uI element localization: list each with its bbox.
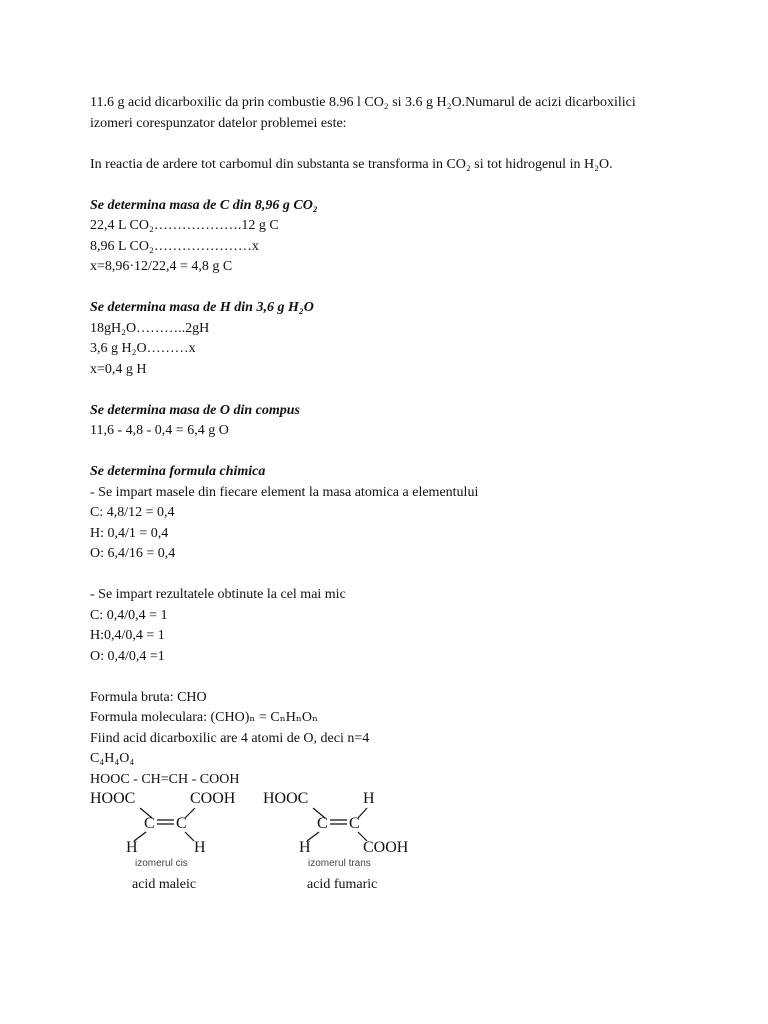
conclusion-line: C₄H₄O₄ (90, 751, 135, 766)
section-h-line: 3,6 g H₂O………x (90, 341, 196, 356)
cis-bottom-left-atom: H (126, 839, 138, 856)
section-h-heading: Se determina masa de H din 3,6 g H₂O (90, 300, 314, 315)
formula-line: - Se impart masele din fiecare element la masa atomica a elementului (90, 484, 479, 500)
intro-text: In reactia de ardere tot carbomul din substanta se transforma in CO₂ si tot hidrogenul in H₂O. (90, 156, 613, 172)
cis-bond (185, 832, 194, 841)
trans-isomer-structure (263, 786, 523, 896)
cis-isomer-label: izomerul cis (135, 858, 188, 869)
formula-line: C: 0,4/0,4 = 1 (90, 607, 168, 623)
trans-acid-name: acid fumaric (307, 877, 378, 892)
cis-top-left-group: HOOC (90, 790, 136, 807)
section-c-line: 8,96 L CO₂…………………x (90, 238, 259, 254)
isomer-structures (90, 786, 690, 896)
trans-top-right-atom: H (363, 790, 375, 807)
trans-carbon-right: C (349, 815, 360, 832)
trans-top-left-group: HOOC (263, 790, 309, 807)
formula-line: H: 0,4/1 = 0,4 (90, 525, 169, 541)
cis-carbon-right: C (176, 815, 187, 832)
section-o-heading: Se determina masa de O din compus (90, 402, 301, 418)
formula-line: O: 6,4/16 = 0,4 (90, 546, 176, 561)
conclusion-line: Fiind acid dicarboxilic are 4 atomi de O, deci n=4 (90, 730, 370, 746)
trans-isomer-label: izomerul trans (308, 858, 371, 869)
trans-bottom-left-atom: H (299, 839, 311, 856)
cis-top-right-group: COOH (190, 790, 236, 807)
section-h-line: x=0,4 g H (90, 361, 147, 377)
cis-bottom-right-atom: H (194, 839, 206, 856)
formula-line: H:0,4/0,4 = 1 (90, 628, 165, 643)
formula-line: C: 4,8/12 = 0,4 (90, 505, 175, 520)
section-o-line: 11,6 - 4,8 - 0,4 = 6,4 g O (90, 423, 229, 438)
section-formula-heading: Se determina formula chimica (90, 464, 266, 479)
conclusion-line: HOOC - CH=CH - COOH (90, 771, 240, 787)
formula-line: O: 0,4/0,4 =1 (90, 648, 165, 664)
trans-carbon-left: C (317, 815, 328, 832)
formula-line: - Se impart rezultatele obtinute la cel mai mic (90, 587, 346, 602)
section-c-line: 22,4 L CO₂……………….12 g C (90, 218, 279, 233)
cis-carbon-left: C (144, 815, 155, 832)
problem-line-2: izomeri corespunzator datelor problemei este: (90, 115, 347, 131)
cis-acid-name: acid maleic (132, 877, 197, 892)
problem-line-1: 11.6 g acid dicarboxilic da prin combustie 8.96 l CO₂ si 3.6 g H₂O.Numarul de acizi dicarboxilici (90, 95, 636, 110)
trans-bottom-right-group: COOH (363, 839, 409, 856)
document-body (90, 93, 690, 790)
section-c-line: x=8,96·12/22,4 = 4,8 g C (90, 259, 233, 274)
section-c-heading: Se determina masa de C din 8,96 g CO₂ (90, 197, 318, 213)
section-h-line: 18gH₂O………..2gH (90, 320, 210, 336)
conclusion-line: Formula moleculara: (CHO)ₙ = CₙHₙOₙ (90, 710, 319, 725)
conclusion-line: Formula bruta: CHO (90, 689, 207, 705)
